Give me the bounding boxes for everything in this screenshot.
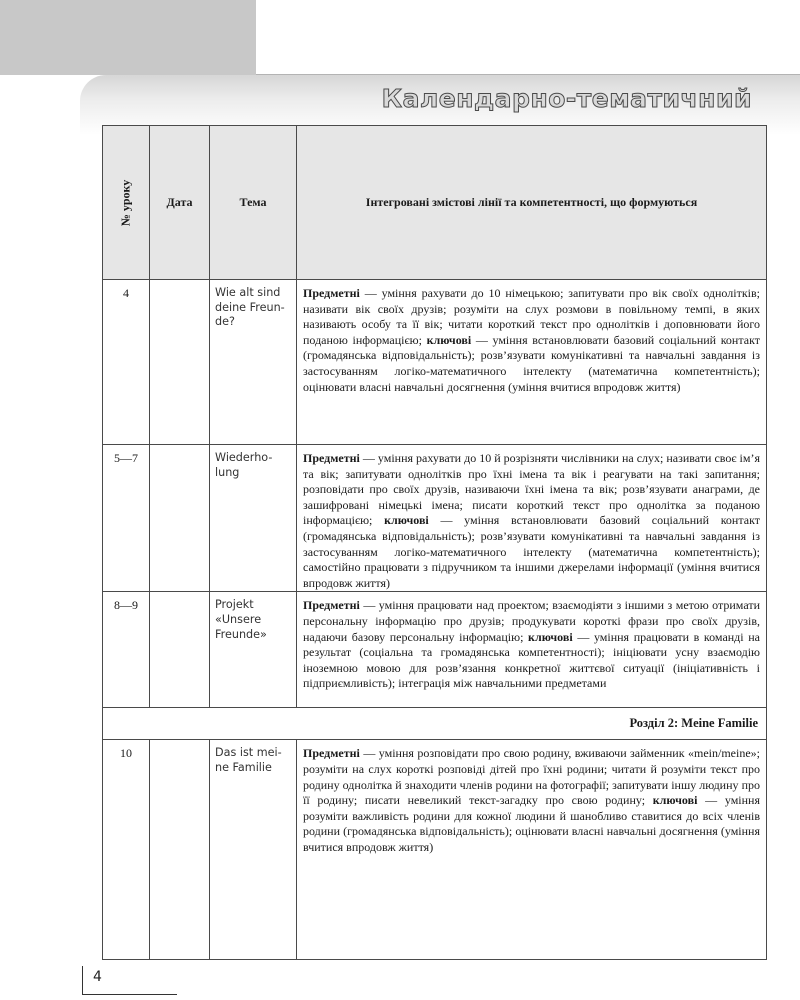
lesson-number: 5—7 (103, 445, 150, 592)
key-text: — уміння працювати в команді на результат (соціальна та громадянська компетентності); ініціювати усну взаємодію іноземною мовою для розв’язання конкретної життєвої ситуації (ініціативність і підприємливість); інтеграція між навчальними предметами (303, 629, 760, 691)
key-text: — уміння встановлювати базовий соціальний контакт (громадянська відповідальність); розв’язувати комунікативні та навчальні завдання із застосуванням логіко-математичного інтелекту (математична компетентність); оцінювати власні навчальні досягнення (уміння вчитися впродовж життя) (303, 332, 760, 394)
lesson-plan-table-wrap (102, 125, 762, 960)
subject-keyword: Предметні (303, 286, 360, 300)
col-header-date: Дата (150, 126, 210, 280)
lesson-number: 8—9 (103, 592, 150, 708)
col-header-competences: Інтегровані змістові лінії та компетентності, що формуються (297, 126, 767, 280)
key-keyword: ключові (426, 332, 472, 347)
table-row (103, 445, 767, 592)
key-keyword: ключові (652, 793, 698, 808)
lesson-topic: Wie alt sind deine Freun-de? (210, 280, 297, 445)
section-row (103, 708, 767, 740)
lesson-competences (297, 445, 767, 592)
table-row (103, 740, 767, 960)
key-keyword: ключові (384, 513, 429, 528)
lesson-number: 10 (103, 740, 150, 960)
col-header-lesson-number: № уроку (103, 126, 150, 280)
col-header-topic: Тема (210, 126, 297, 280)
lesson-topic: Wiederho-lung (210, 445, 297, 592)
lesson-number: 4 (103, 280, 150, 445)
page-number-box (82, 966, 177, 995)
lesson-competences (297, 740, 767, 960)
subject-keyword: Предметні (303, 598, 360, 613)
lesson-plan-table (102, 125, 767, 960)
key-keyword: ключові (528, 629, 573, 644)
subject-text: — уміння працювати над проектом; взаємодіяти з іншими з метою отримати персональну інформацію про друзів; продукувати короткі фрази про своїх друзів, надаючи базову персональну інформацію; (303, 598, 760, 644)
lesson-competences (297, 592, 767, 708)
lesson-topic: Projekt «Unsere Freunde» (210, 592, 297, 708)
page-title: Календарно-тематичний (381, 84, 752, 113)
lesson-date (150, 280, 210, 445)
lesson-topic: Das ist mei-ne Familie (210, 740, 297, 960)
lesson-competences (297, 280, 767, 445)
table-row (103, 280, 767, 445)
subject-text: — уміння розповідати про свою родину, вживаючи займенник «mein/meine»; розуміти на слух короткі розповіді дітей про їхні родини; читати й розуміти текст про родину однолітка й знаходити членів родини на фотографії; запитувати іншу людину про її родину; писати невеликий текст-загадку про свою родину; (303, 746, 760, 808)
key-text: — уміння розуміти важливість родини для кожної людини й шанобливо ставитися до всіх членів родини (громадянська відповідальність); оцінювати власні навчальні досягнення (уміння вчитися впродовж життя) (303, 793, 760, 854)
table-row (103, 592, 767, 708)
lesson-date (150, 592, 210, 708)
header-gray-block (0, 0, 256, 75)
page-number: 4 (93, 969, 102, 985)
subject-keyword: Предметні (303, 746, 360, 761)
subject-text: — уміння рахувати до 10 німецькою; запитувати про вік своїх однолітків; називати вік своїх друзів; розуміти на слух розмови в повільному темпі, в яких називають особу та її вік; читати короткий текст про однолітків і доповнювати його поданою інформацією; (303, 286, 760, 347)
subject-text: — уміння рахувати до 10 й розрізняти числівники на слух; називати своє ім’я та вік; запитувати однолітків про їхні імена та вік і реагувати на такі запитання; розповідати про своїх друзів, називаючи їхні імена та вік; розв’язувати анаграми, де зашифровані німецькі імена; писати короткий текст про однолітка за поданою інформацією; (303, 451, 760, 528)
section-title: Розділ 2: Meine Familie (103, 708, 767, 740)
subject-keyword: Предметні (303, 451, 360, 465)
table-header-row (103, 126, 767, 280)
lesson-date (150, 445, 210, 592)
lesson-date (150, 740, 210, 960)
key-text: — уміння встановлювати базовий соціальний контакт (громадянська відповідальність); розв’язувати комунікативні та навчальні завдання із застосуванням логіко-математичного інтелекту (математична компетентність); самостійно працювати з підручником та іншими джерелами інформації (уміння вчитися впродовж життя) (303, 513, 760, 590)
